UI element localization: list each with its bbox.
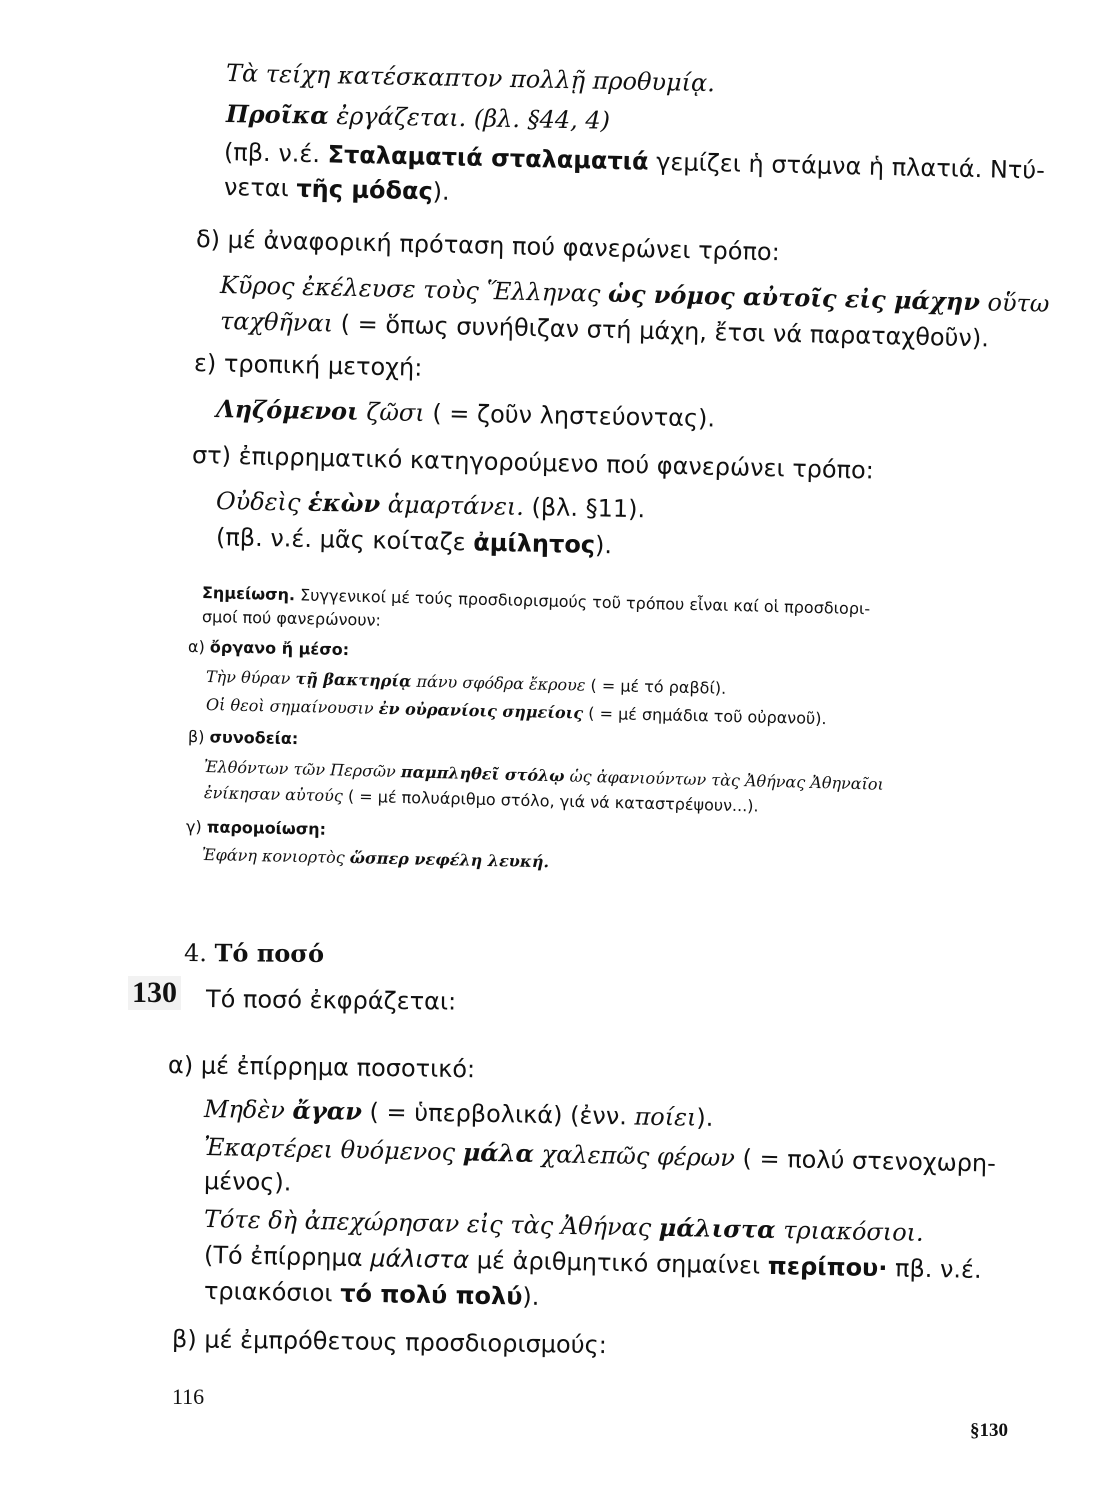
example-line: Οὐδεὶς ἑκὼν ἁμαρτάνει. (βλ. §11). bbox=[215, 487, 646, 524]
text-line: τριακόσιοι τό πολύ πολύ). bbox=[203, 1277, 540, 1311]
note-example: ἐνίκησαν αὐτούς ( = μέ πολυάριθμο στόλο, γιά νά καταστρέψουν...). bbox=[203, 783, 759, 816]
note-line: σμοί πού φανερώνουν: bbox=[201, 607, 382, 630]
note-example: Ἐφάνη κονιορτὸς ὥσπερ νεφέλη λευκή. bbox=[201, 845, 550, 872]
text-line: (πβ. ν.έ. Σταλαματιά σταλαματιά γεμίζει ἡ στάμνα ἡ πλατιά. Ντύ- bbox=[223, 138, 1046, 185]
list-item-heading: α) μέ ἐπίρρημα ποσοτικό: bbox=[167, 1051, 476, 1084]
margin-paragraph-number: 130 bbox=[128, 976, 181, 1010]
list-item-heading: δ) μέ ἀναφορική πρόταση πού φανερώνει τρόπο: bbox=[195, 225, 781, 267]
note-example: Οἱ θεοὶ σημαίνουσιν ἐν οὐρανίοις σημείοις ( = μέ σημάδια τοῦ οὐρανοῦ). bbox=[205, 695, 827, 729]
text-line: (πβ. ν.έ. μᾶς κοίταζε ἀμίλητος). bbox=[215, 523, 613, 560]
text-line: (Τό ἐπίρρημα μάλιστα μέ ἀριθμητικό σημαίνει περίπου· πβ. ν.έ. bbox=[203, 1241, 982, 1284]
section-intro: Τό ποσό ἐκφράζεται: bbox=[205, 985, 457, 1016]
example-line: Τότε δὴ ἀπεχώρησαν εἰς τὰς Ἀθήνας μάλιστα τριακόσιοι. bbox=[203, 1205, 924, 1247]
section-reference: §130 bbox=[970, 1420, 1008, 1441]
text-line: μένος). bbox=[203, 1167, 292, 1197]
page-number: 116 bbox=[172, 1384, 205, 1409]
example-line: Μηδὲν ἄγαν ( = ὑπερβολικά) (ἐνν. ποίει). bbox=[203, 1095, 714, 1132]
note-subheading: β) συνοδεία: bbox=[187, 727, 299, 749]
example-line: ταχθῆναι ( = ὅπως συνήθιζαν στή μάχη, ἔτσι νά παραταχθοῦν). bbox=[219, 307, 990, 353]
note-subheading: α) ὄργανο ἤ μέσο: bbox=[187, 637, 350, 660]
example-line: Ληζόμενοι ζῶσι ( = ζοῦν ληστεύοντας). bbox=[215, 394, 716, 433]
note-example: Τὴν θύραν τῇ βακτηρίᾳ πάνυ σφόδρα ἔκρουε ( = μέ τό ραβδί). bbox=[205, 667, 727, 698]
example-line: Τὰ τείχη κατέσκαπτον πολλῇ προθυμίᾳ. bbox=[225, 59, 716, 98]
example-line: Κῦρος ἐκέλευσε τοὺς Ἕλληνας ὡς νόμος αὐτοῖς εἰς μάχην οὕτω bbox=[219, 271, 1050, 318]
example-line: Προῖκα ἐργάζεται. (βλ. §44, 4) bbox=[225, 99, 611, 135]
list-item-heading: β) μέ ἐμπρόθετους προσδιορισμούς: bbox=[171, 1325, 607, 1360]
section-heading: 4. Τό ποσό bbox=[183, 938, 325, 968]
note-subheading: γ) παρομοίωση: bbox=[185, 817, 327, 839]
note-line: Σημείωση. Συγγενικοί μέ τούς προσδιορισμούς τοῦ τρόπου εἶναι καί οἱ προσδιορι- bbox=[201, 583, 871, 619]
list-item-heading: ε) τροπική μετοχή: bbox=[193, 349, 423, 382]
text-line: νεται τῆς μόδας). bbox=[223, 173, 451, 206]
note-example: Ἐλθόντων τῶν Περσῶν παμπληθεῖ στόλῳ ὡς ἀφανιούντων τὰς Ἀθήνας Ἀθηναῖοι bbox=[203, 757, 885, 794]
example-line: Ἐκαρτέρει θυόμενος μάλα χαλεπῶς φέρων ( = πολύ στενοχωρη- bbox=[203, 1133, 997, 1178]
list-item-heading: στ) ἐπιρρηματικό κατηγορούμενο πού φανερώνει τρόπο: bbox=[191, 441, 875, 485]
